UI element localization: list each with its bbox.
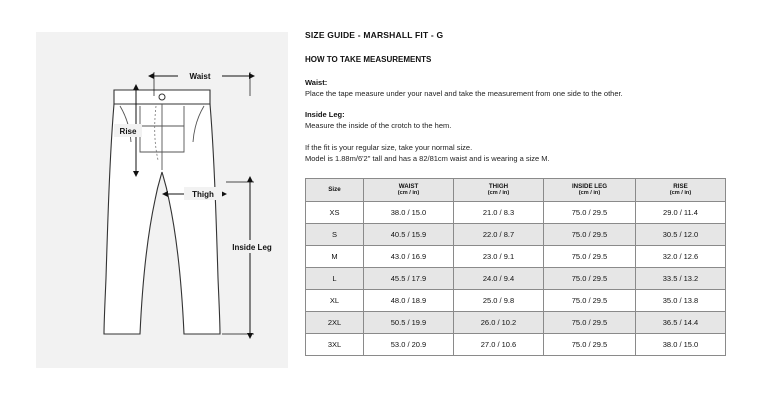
column-header-inside-leg-unit: (cm / in) <box>578 190 601 196</box>
measurement-inside-leg-label: Inside Leg: <box>305 110 345 119</box>
measurement-inside-leg <box>305 110 725 131</box>
column-header-rise-text: RISE <box>673 182 688 190</box>
cell-size: S <box>306 224 364 246</box>
fit-notes <box>305 142 725 164</box>
label-rise: Rise <box>119 127 137 136</box>
cell-inside-leg: 75.0 / 29.5 <box>544 290 636 312</box>
cell-size: 3XL <box>306 334 364 356</box>
column-header-size-text: Size <box>328 186 341 194</box>
column-header-inside-leg-text: INSIDE LEG <box>571 182 608 190</box>
cell-thigh: 27.0 / 10.6 <box>454 334 544 356</box>
cell-waist: 45.5 / 17.9 <box>364 268 454 290</box>
cell-inside-leg: 75.0 / 29.5 <box>544 224 636 246</box>
how-to-measure-heading: HOW TO TAKE MEASUREMENTS <box>305 55 432 64</box>
cell-rise: 29.0 / 11.4 <box>636 202 726 224</box>
table-row <box>306 224 726 246</box>
column-header-thigh <box>454 179 544 202</box>
cell-thigh: 21.0 / 8.3 <box>454 202 544 224</box>
cell-inside-leg: 75.0 / 29.5 <box>544 202 636 224</box>
table-row <box>306 202 726 224</box>
cell-rise: 36.5 / 14.4 <box>636 312 726 334</box>
trousers-diagram <box>36 32 288 368</box>
cell-rise: 30.5 / 12.0 <box>636 224 726 246</box>
cell-size: L <box>306 268 364 290</box>
cell-size: XS <box>306 202 364 224</box>
cell-waist: 38.0 / 15.0 <box>364 202 454 224</box>
column-header-thigh-text: THIGH <box>488 182 509 190</box>
table-row <box>306 312 726 334</box>
cell-rise: 33.5 / 13.2 <box>636 268 726 290</box>
cell-waist: 53.0 / 20.9 <box>364 334 454 356</box>
label-inside-leg: Inside Leg <box>232 243 272 252</box>
cell-size: 2XL <box>306 312 364 334</box>
label-waist: Waist <box>189 72 211 81</box>
cell-rise: 38.0 / 15.0 <box>636 334 726 356</box>
size-guide-content <box>305 30 725 356</box>
page-title: SIZE GUIDE - MARSHALL FIT - G <box>305 30 444 40</box>
column-header-waist-text: WAIST <box>398 182 419 190</box>
measurement-inside-leg-text: Measure the inside of the crotch to the hem. <box>305 121 452 130</box>
column-header-rise <box>636 179 726 202</box>
fit-note-1: If the fit is your regular size, take your normal size. <box>305 143 473 152</box>
cell-thigh: 25.0 / 9.8 <box>454 290 544 312</box>
cell-waist: 50.5 / 19.9 <box>364 312 454 334</box>
column-header-thigh-unit: (cm / in) <box>487 190 510 196</box>
column-header-waist <box>364 179 454 202</box>
garment-illustration-panel <box>36 32 288 368</box>
column-header-rise-unit: (cm / in) <box>669 190 692 196</box>
measurement-waist <box>305 78 725 99</box>
cell-waist: 48.0 / 18.9 <box>364 290 454 312</box>
cell-thigh: 22.0 / 8.7 <box>454 224 544 246</box>
table-row <box>306 246 726 268</box>
label-thigh: Thigh <box>192 190 214 199</box>
cell-waist: 43.0 / 16.9 <box>364 246 454 268</box>
cell-inside-leg: 75.0 / 29.5 <box>544 334 636 356</box>
table-header-row <box>306 179 726 202</box>
cell-thigh: 23.0 / 9.1 <box>454 246 544 268</box>
cell-inside-leg: 75.0 / 29.5 <box>544 312 636 334</box>
measurement-waist-text: Place the tape measure under your navel and take the measurement from one side to the other. <box>305 89 623 98</box>
cell-waist: 40.5 / 15.9 <box>364 224 454 246</box>
cell-rise: 35.0 / 13.8 <box>636 290 726 312</box>
cell-rise: 32.0 / 12.6 <box>636 246 726 268</box>
table-row <box>306 334 726 356</box>
column-header-waist-unit: (cm / in) <box>397 190 420 196</box>
size-chart-table <box>305 178 726 356</box>
cell-inside-leg: 75.0 / 29.5 <box>544 268 636 290</box>
cell-inside-leg: 75.0 / 29.5 <box>544 246 636 268</box>
table-row <box>306 268 726 290</box>
column-header-size <box>306 179 364 202</box>
cell-thigh: 24.0 / 9.4 <box>454 268 544 290</box>
fit-note-2: Model is 1.88m/6'2" tall and has a 82/81cm waist and is wearing a size M. <box>305 154 550 163</box>
column-header-inside-leg <box>544 179 636 202</box>
measurement-waist-label: Waist: <box>305 78 328 87</box>
cell-thigh: 26.0 / 10.2 <box>454 312 544 334</box>
table-row <box>306 290 726 312</box>
cell-size: XL <box>306 290 364 312</box>
cell-size: M <box>306 246 364 268</box>
